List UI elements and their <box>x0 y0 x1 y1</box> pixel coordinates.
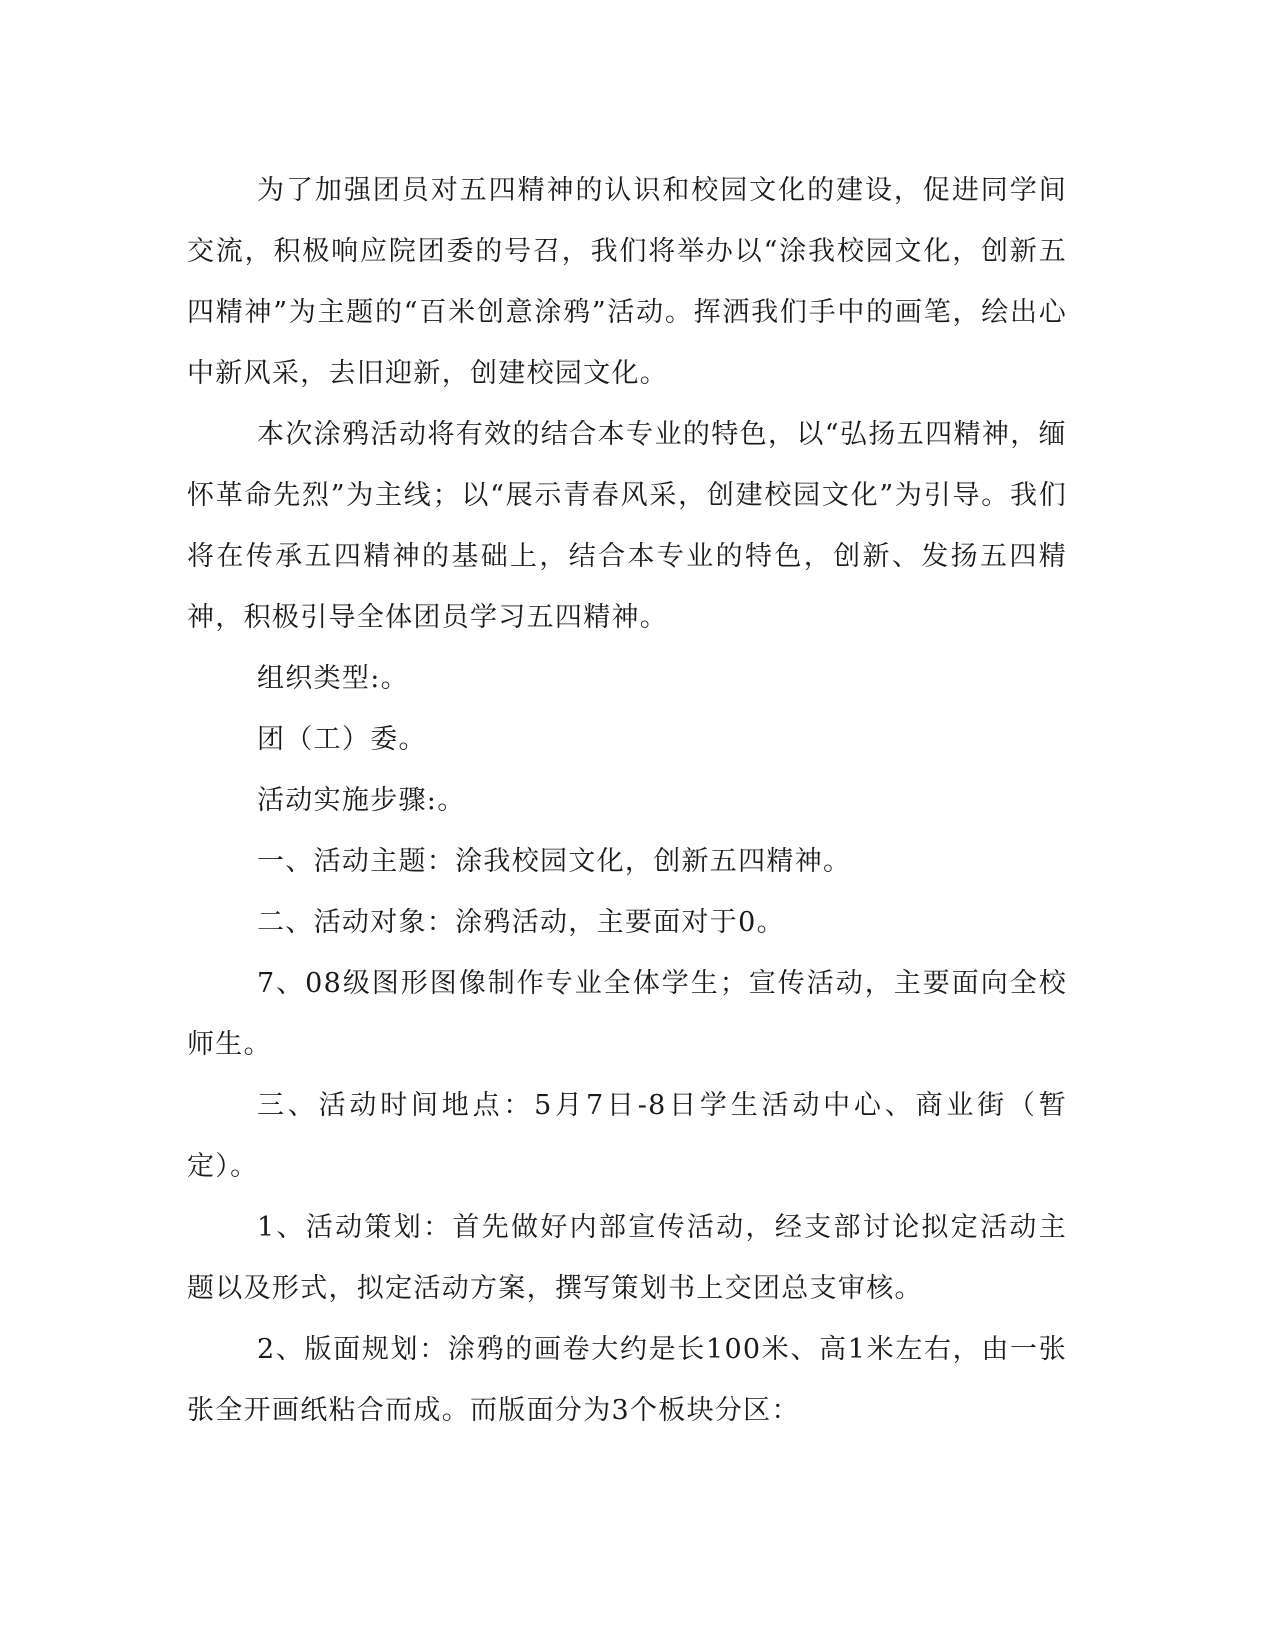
paragraph-intro: 为了加强团员对五四精神的认识和校园文化的建设，促进同学间交流，积极响应院团委的号召，我们将举办以“涂我校园文化，创新五四精神”为主题的“百米创意涂鸦”活动。挥洒我们手中的画笔，绘出心中新风采，去旧迎新，创建校园文化。 <box>187 175 1067 389</box>
paragraph-target-detail: 7、08级图形图像制作专业全体学生；宣传活动，主要面向全校师生。 <box>187 968 1067 1060</box>
paragraph-time-place: 三、活动时间地点：5月7日-8日学生活动中心、商业街（暂定）。 <box>187 1090 1067 1182</box>
paragraph-activity-target: 二、活动对象：涂鸦活动，主要面对于0。 <box>257 907 785 938</box>
paragraph-activity-theme: 一、活动主题：涂我校园文化，创新五四精神。 <box>257 846 852 877</box>
paragraph-theme: 本次涂鸦活动将有效的结合本专业的特色，以“弘扬五四精神，缅怀革命先烈”为主线；以“展示青春风采，创建校园文化”为引导。我们将在传承五四精神的基础上，结合本专业的特色，创新、发扬五四精神，积极引导全体团员学习五四精神。 <box>187 419 1067 633</box>
paragraph-org-type-label: 组织类型:。 <box>257 663 409 694</box>
paragraph-org-type-value: 团（工）委。 <box>257 724 427 755</box>
document-body <box>187 160 1067 1441</box>
paragraph-steps-label: 活动实施步骤:。 <box>257 785 466 816</box>
paragraph-layout-planning: 2、版面规划：涂鸦的画卷大约是长100米、高1米左右，由一张张全开画纸粘合而成。而版面分为3个板块分区： <box>187 1334 1067 1426</box>
paragraph-planning: 1、活动策划：首先做好内部宣传活动，经支部讨论拟定活动主题以及形式，拟定活动方案，撰写策划书上交团总支审核。 <box>187 1212 1067 1304</box>
